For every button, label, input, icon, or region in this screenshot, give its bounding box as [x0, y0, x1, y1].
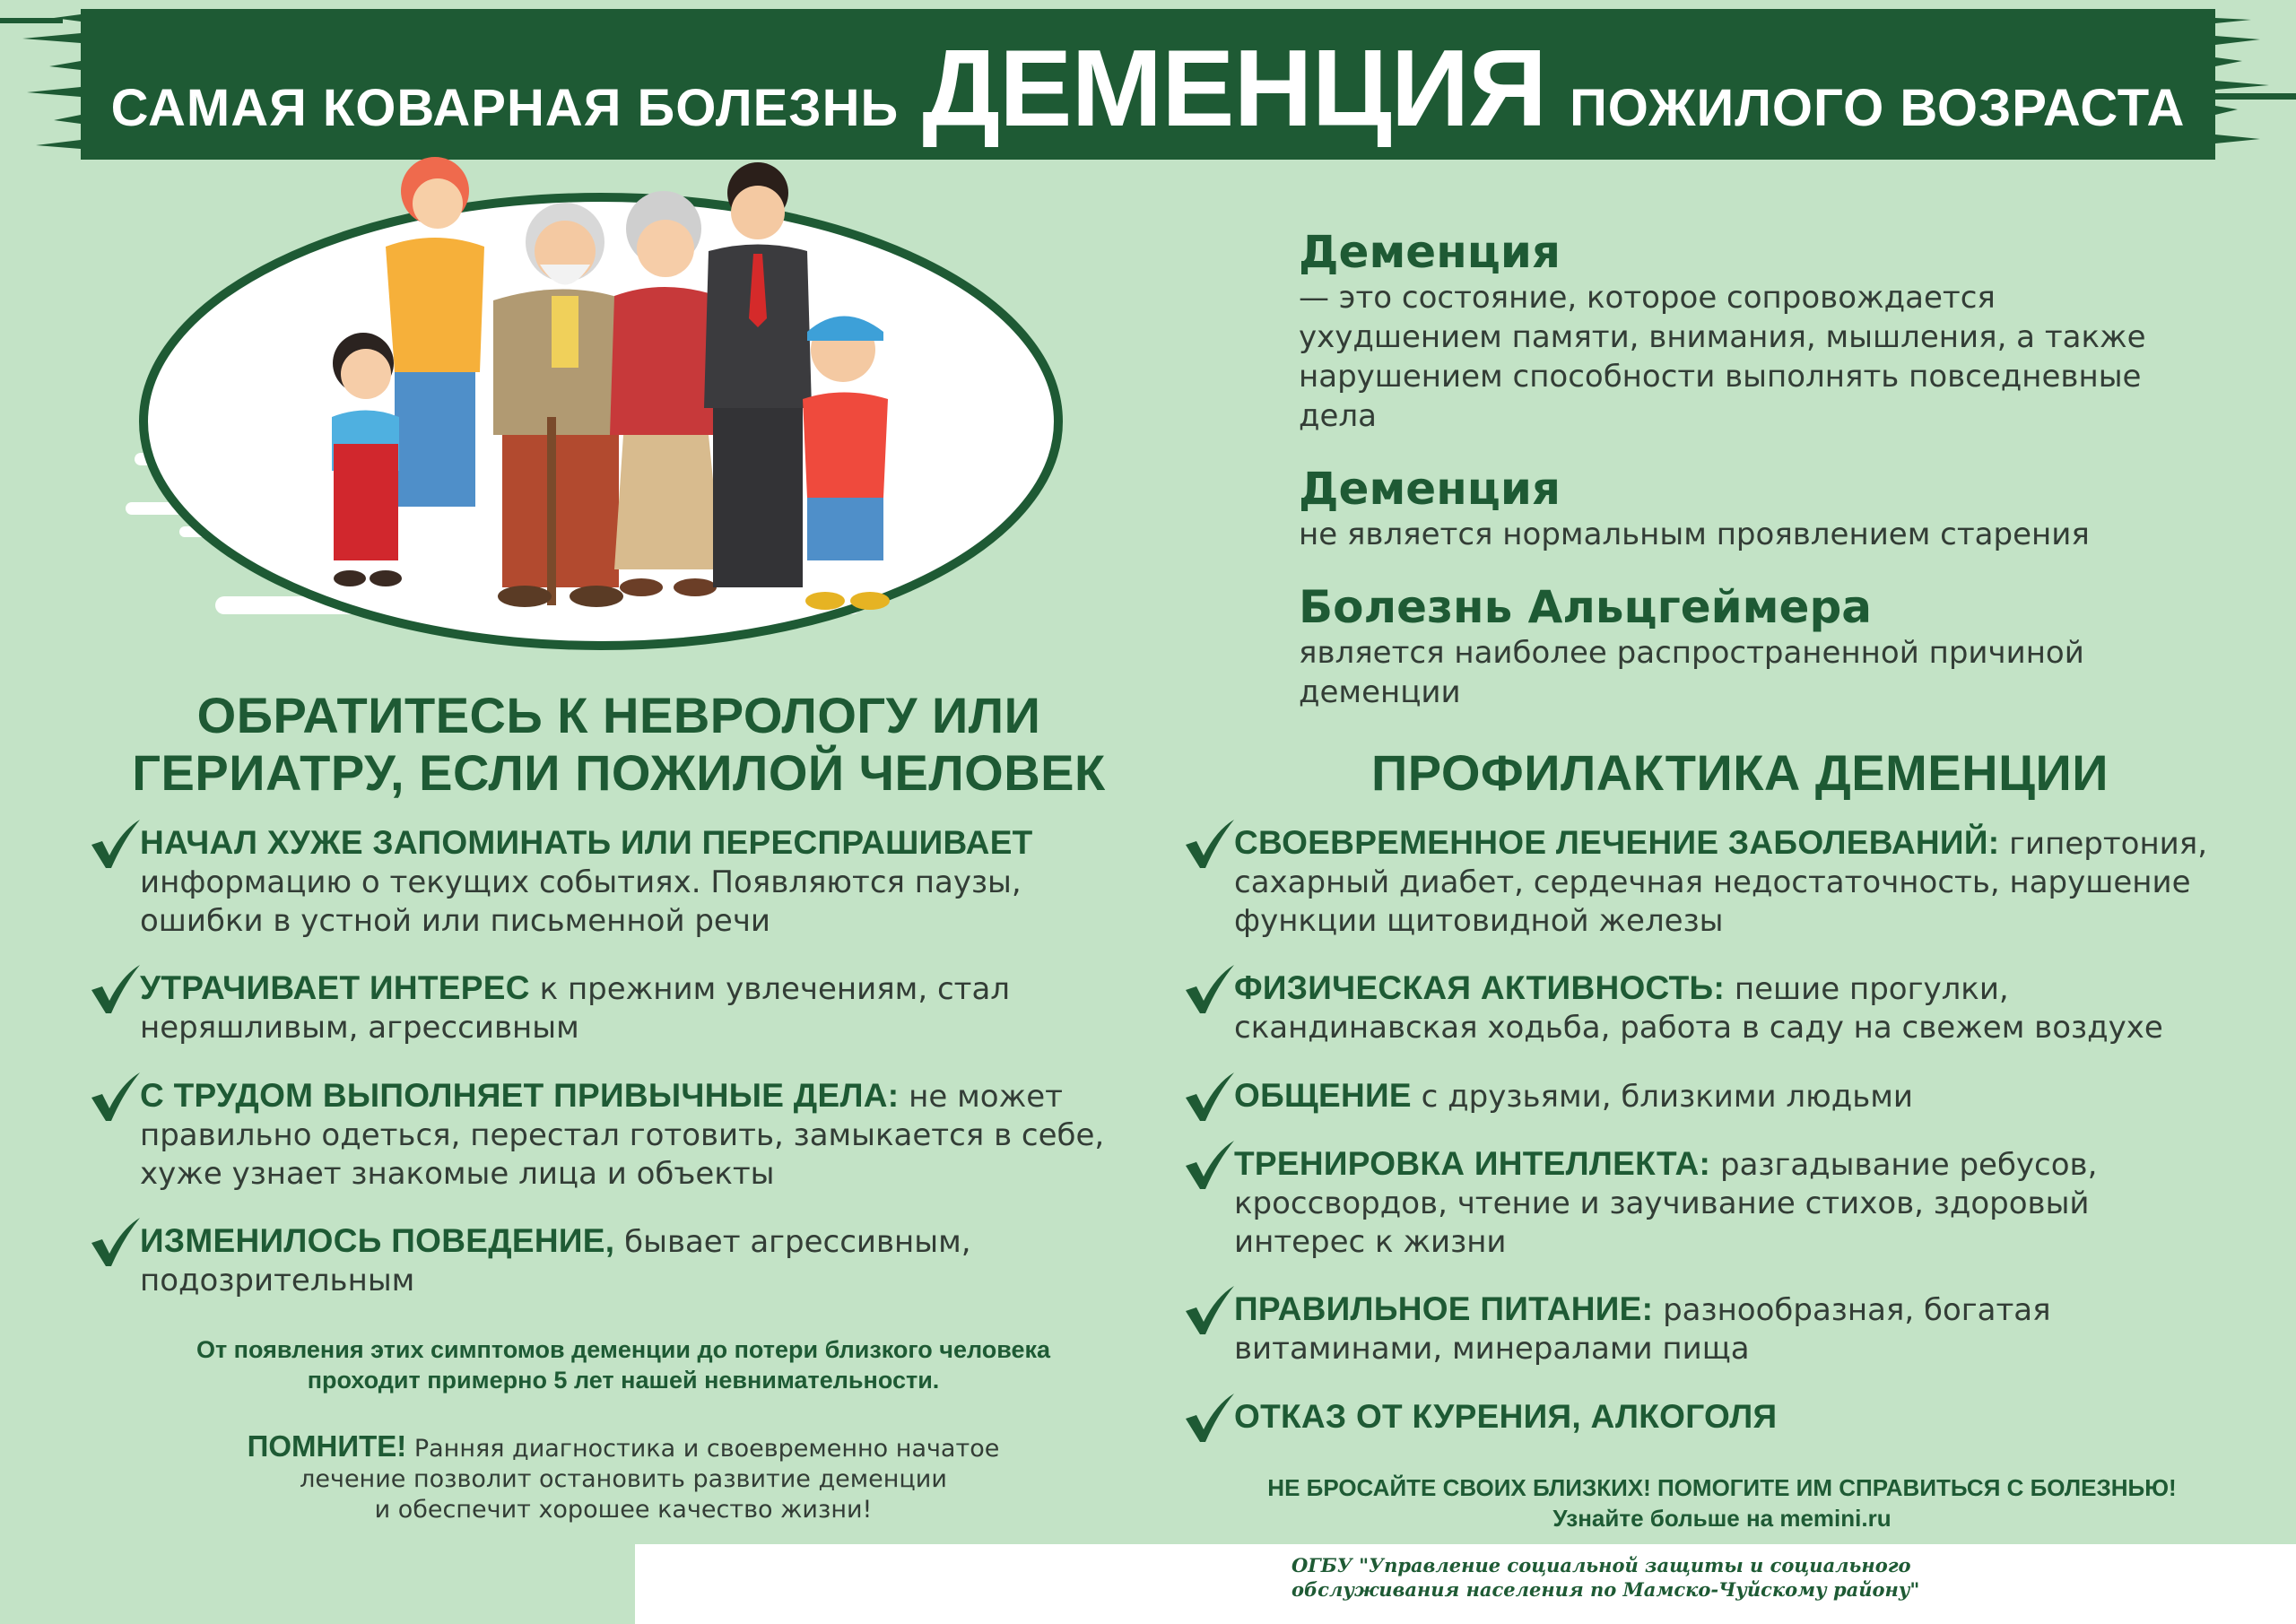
symptom-note [108, 1334, 1139, 1395]
checkmark-icon [1182, 1139, 1238, 1191]
symptom-item [88, 968, 1137, 1047]
checkmark-icon [1182, 963, 1238, 1015]
item-bold: НАЧАЛ ХУЖЕ ЗАПОМИНАТЬ ИЛИ ПЕРЕСПРАШИВАЕТ [140, 824, 1033, 861]
definition-1 [1299, 226, 2205, 436]
prevention-item [1182, 823, 2240, 941]
prevention-item [1182, 1397, 2240, 1437]
callout-line-1: НЕ БРОСАЙТЕ СВОИХ БЛИЗКИХ! ПОМОГИТЕ ИМ СПРАВИТЬСЯ С БОЛЕЗНЬЮ! [1267, 1474, 2177, 1501]
item-text: с друзьями, близкими людьми [1421, 1079, 1914, 1115]
footer-organization [1292, 1553, 2099, 1602]
definition-text: не является нормальным проявлением старения [1299, 517, 2090, 552]
symptom-item [88, 823, 1137, 941]
title-main: ДЕМЕНЦИЯ [922, 27, 1547, 149]
checkmark-icon [88, 818, 144, 870]
checkmark-icon [1182, 1284, 1238, 1336]
prevention-item [1182, 968, 2240, 1047]
item-bold: ФИЗИЧЕСКАЯ АКТИВНОСТЬ: [1234, 969, 1726, 1006]
checkmark-icon [88, 1216, 144, 1268]
checkmark-icon [1182, 818, 1238, 870]
definition-heading: Деменция [1299, 463, 1561, 515]
footer-line-2: обслуживания населения по Мамско-Чуйскому району" [1292, 1578, 1920, 1601]
item-bold: С ТРУДОМ ВЫПОЛНЯЕТ ПРИВЫЧНЫЕ ДЕЛА: [140, 1077, 900, 1114]
note-line-1: От появления этих симптомов деменции до потери близкого человека [196, 1336, 1051, 1363]
callout-line-2: Узнайте больше на memini.ru [1552, 1505, 1892, 1532]
footer-line-1: ОГБУ "Управление социальной защиты и социального [1292, 1554, 1911, 1576]
item-text: не может правильно одеться, перестал готовить, замыкается в себе, хуже узнает знакомые лица и объекты [140, 1079, 1105, 1192]
prevention-item [1182, 1076, 2240, 1116]
definition-heading: Деменция [1299, 226, 1561, 278]
checkmark-icon [1182, 1071, 1238, 1123]
prevention-item [1182, 1290, 2240, 1368]
symptom-item [88, 1076, 1137, 1194]
note-line-2: проходит примерно 5 лет нашей невнимательности. [307, 1367, 940, 1394]
item-text: гипертония, сахарный диабет, сердечная недостаточность, нарушение функции щитовидной железы [1234, 826, 2208, 939]
symptom-item [88, 1221, 1074, 1300]
definition-2 [1299, 463, 2205, 554]
item-text: к прежним увлечениям, стал неряшливым, агрессивным [140, 971, 1011, 1046]
item-bold: ОБЩЕНИЕ [1234, 1077, 1412, 1114]
item-bold: ТРЕНИРОВКА ИНТЕЛЛЕКТА: [1234, 1145, 1711, 1182]
title-right: ПОЖИЛОГО ВОЗРАСТА [1570, 79, 2186, 137]
page-title [0, 25, 2296, 151]
callout [1202, 1472, 2242, 1533]
item-text: информацию о текущих событиях. Появляются паузы, ошибки в устной или письменной речи [140, 864, 1022, 939]
item-text: бывает агрессивным, подозрительным [140, 1224, 971, 1298]
left-title-line-1: ОБРАТИТЕСЬ К НЕВРОЛОГУ ИЛИ [196, 687, 1041, 743]
remember-line-2: лечение позволит остановить развитие деменции [300, 1465, 947, 1493]
definition-heading: Болезнь Альцгеймера [1299, 581, 1872, 633]
remember-note [108, 1431, 1139, 1525]
family-illustration [126, 148, 1139, 668]
item-text: разгадывание ребусов, кроссвордов, чтение и заучивание стихов, здоровый интерес к жизни [1234, 1147, 2098, 1260]
checkmark-icon [88, 963, 144, 1015]
remember-line-1: Ранняя диагностика и своевременно начатое [413, 1435, 1000, 1463]
girl-figure [332, 333, 402, 586]
item-bold: СВОЕВРЕМЕННОЕ ЛЕЧЕНИЕ ЗАБОЛЕВАНИЙ: [1234, 824, 2000, 861]
item-bold: ПРАВИЛЬНОЕ ПИТАНИЕ: [1234, 1290, 1654, 1327]
left-section-title [108, 687, 1130, 802]
item-text: пешие прогулки, скандинавская ходьба, работа в саду на свежем воздухе [1234, 971, 2163, 1046]
right-section-title: ПРОФИЛАКТИКА ДЕМЕНЦИИ [1370, 744, 2109, 801]
item-bold: ОТКАЗ ОТ КУРЕНИЯ, АЛКОГОЛЯ [1234, 1398, 1778, 1435]
item-text: разнообразная, богатая витаминами, минералами пища [1234, 1292, 2051, 1367]
prevention-item [1182, 1144, 2240, 1262]
definition-3 [1299, 581, 2205, 712]
item-bold: ИЗМЕНИЛОСЬ ПОВЕДЕНИЕ, [140, 1222, 615, 1259]
remember-line-3: и обеспечит хорошее качество жизни! [374, 1496, 873, 1524]
remember-bold: ПОМНИТЕ! [247, 1429, 407, 1463]
left-title-line-2: ГЕРИАТРУ, ЕСЛИ ПОЖИЛОЙ ЧЕЛОВЕК [132, 744, 1106, 801]
checkmark-icon [88, 1071, 144, 1123]
item-bold: УТРАЧИВАЕТ ИНТЕРЕС [140, 969, 530, 1006]
title-left: САМАЯ КОВАРНАЯ БОЛЕЗНЬ [110, 79, 900, 137]
definition-text: — это состояние, которое сопровождается ухудшением памяти, внимания, мышления, а также нарушением способности выполнять повседневные дела [1299, 280, 2146, 434]
definition-text: является наиболее распространенной причиной деменции [1299, 635, 2084, 710]
checkmark-icon [1182, 1392, 1238, 1444]
